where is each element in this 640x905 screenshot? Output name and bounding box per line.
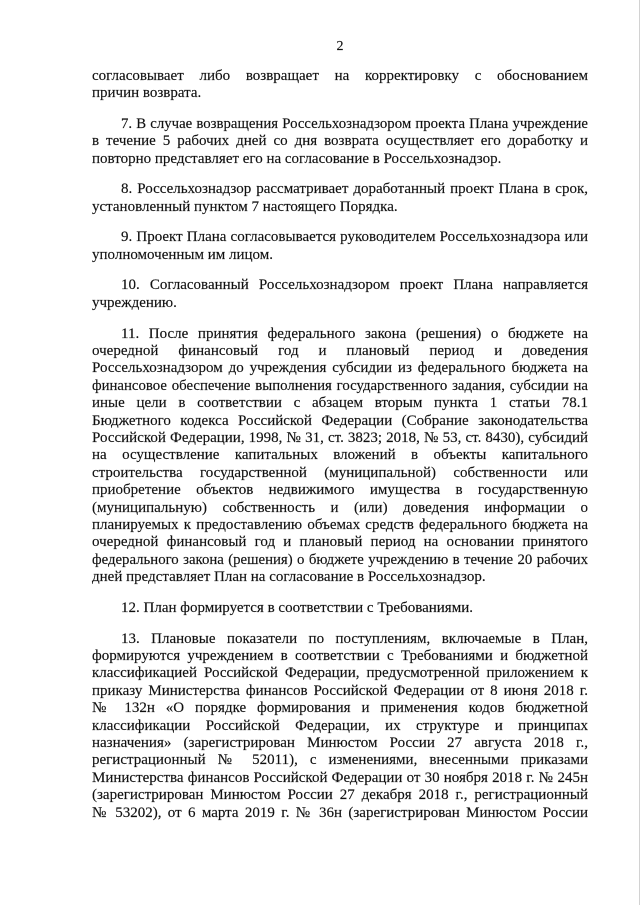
text-line: формируются учреждением в соответствии с Требованиями и бюджетной (92, 648, 588, 665)
text-line: дней представляет План на согласование в Россельхознадзор. (92, 569, 486, 586)
text-line: (зарегистрирован Минюстом России 27 декабря 2018 г., регистрационный (92, 787, 588, 804)
text-line: № 53202), от 6 марта 2019 г. № 36н (зарегистрирован Минюстом России (92, 804, 588, 821)
text-line: Россельхознадзором до учреждения субсидии из федерального бюджета на (92, 360, 588, 377)
text-line: в течение 5 рабочих дней со дня возврата осуществляет его доработку и (92, 133, 588, 150)
text-line: 12. План формируется в соответствии с Требованиями. (121, 599, 473, 616)
text-line: очередной финансовый год и плановый период и доведения (92, 342, 588, 359)
text-line: повторно представляет его на согласование в Россельхознадзор. (92, 150, 502, 167)
text-line: очередной финансовый год и плановый период на основании принятого (92, 534, 588, 551)
text-line: иные цели в соответствии с абзацем вторым пункта 1 статьи 78.1 (92, 395, 588, 412)
text-line: (муниципальную) собственность и (или) доведения информации о (92, 499, 588, 516)
text-line: приказу Министерства финансов Российской Федерации от 8 июня 2018 г. (92, 682, 588, 699)
text-line: 8. Россельхознадзор рассматривает доработанный проект Плана в срок, (121, 181, 588, 198)
text-line: установленный пунктом 7 настоящего Порядка. (92, 198, 398, 215)
paragraph-7 (92, 116, 588, 168)
paragraph-continued (92, 68, 588, 103)
text-line: № 132н «О порядке формирования и применения кодов бюджетной (92, 700, 588, 717)
text-line: 13. Плановые показатели по поступлениям, включаемые в План, (121, 630, 588, 647)
text-line: классификацией Российской Федерации, предусмотренной приложением к (92, 665, 588, 682)
text-line: Министерства финансов Российской Федерации от 30 ноября 2018 г. № 245н (92, 769, 588, 786)
paragraph-13 (92, 631, 588, 822)
paragraph-11 (92, 326, 588, 587)
text-line: причин возврата. (92, 85, 202, 101)
text-line: Российской Федерации, 1998, № 31, ст. 3823; 2018, № 53, ст. 8430), субсидий (92, 429, 588, 446)
text-line: регистрационный № 52011), с изменениями, внесенными приказами (92, 752, 588, 769)
text-line: на осуществление капитальных вложений в объекты капитального (92, 447, 588, 464)
text-line: 10. Согласованный Россельхознадзором проект Плана направляется (121, 277, 588, 294)
text-line: классификации Российской Федерации, их структуре и принципах (92, 717, 588, 734)
text-line: учреждению. (92, 294, 177, 311)
paragraph-10 (92, 277, 588, 312)
document-body (92, 68, 588, 823)
text-line: приобретение объектов недвижимого имущества в государственную (92, 482, 588, 499)
text-line: назначения» (зарегистрирован Минюстом России 27 августа 2018 г., (92, 735, 588, 752)
paragraph-12 (92, 600, 588, 617)
text-line: согласовывает либо возвращает на корректировку с обоснованием (92, 67, 588, 84)
text-line: строительства государственной (муниципальной) собственности или (92, 464, 588, 481)
text-line: планируемых к предоставлению объемах средств федерального бюджета на (92, 517, 588, 534)
text-line: 9. Проект Плана согласовывается руководителем Россельхознадзора или (121, 229, 588, 246)
text-line: 11. После принятия федерального закона (решения) о бюджете на (121, 325, 588, 342)
text-line: 7. В случае возвращения Россельхознадзором проекта Плана учреждение (121, 115, 588, 132)
text-line: финансовое обеспечение выполнения государственного задания, субсидии на (92, 377, 588, 394)
text-line: федерального закона (решения) о бюджете учреждению в течение 20 рабочих (92, 551, 588, 568)
text-line: Бюджетного кодекса Российской Федерации (Собрание законодательства (92, 412, 588, 429)
paragraph-9 (92, 229, 588, 264)
paragraph-8 (92, 181, 588, 216)
text-line: уполномоченным им лицом. (92, 246, 274, 263)
page-number: 2 (336, 39, 344, 54)
